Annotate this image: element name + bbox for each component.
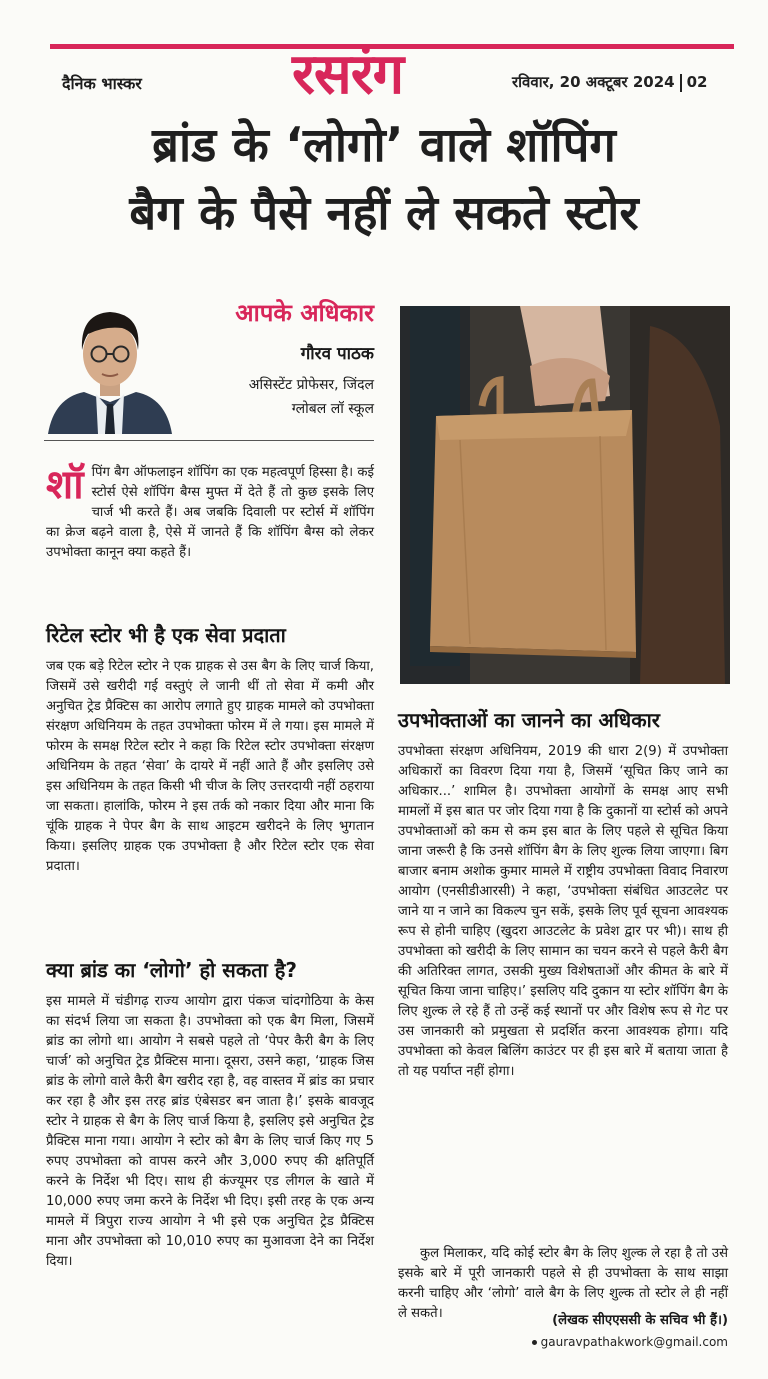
bullet-icon	[532, 1340, 537, 1345]
shopping-bag-photo	[400, 306, 730, 684]
author-designation	[176, 373, 374, 421]
date-separator	[680, 74, 682, 92]
byline-divider	[44, 440, 374, 441]
intro-text: पिंग बैग ऑफलाइन शॉपिंग का एक महत्वपूर्ण हिस्सा है। कई स्टोर्स ऐसे शॉपिंग बैग्स मुफ्त में देते हैं तो कुछ इसके लिए चार्ज भी करते हैं। अब जबकि दिवाली पर स्टोर्स में शॉपिंग का क्रेज बढ़ने वाला है, ऐसे में जानते हैं कि शॉपिंग बैग्स को लेकर उपभोक्ता कानून क्या कहते हैं।	[46, 465, 374, 560]
subhead-brand-logo: क्या ब्रांड का ‘लोगो’ हो सकता है?	[46, 958, 297, 982]
subhead-retail-store: रिटेल स्टोर भी है एक सेवा प्रदाता	[46, 623, 286, 647]
dropcap: शॉ	[46, 462, 84, 508]
headline-line-2: बैग के पैसे नहीं ले सकते स्टोर	[129, 186, 639, 241]
page-number: 02	[686, 73, 708, 91]
date-text: रविवार, 20 अक्टूबर 2024	[512, 73, 675, 91]
subhead-right-to-know: उपभोक्ताओं का जानने का अधिकार	[398, 708, 660, 732]
author-title-line-2: ग्लोबल लॉ स्कूल	[291, 401, 374, 417]
paragraph-retail-store: जब एक बड़े रिटेल स्टोर ने एक ग्राहक से उस बैग के लिए चार्ज किया, जिसमें उसे खरीदी गई वस्तुएं ले जानी थीं तो सेवा में कमी और अनुचित ट्रेड प्रैक्टिस का आरोप लगाते हुए ग्राहक मामले को उपभोक्ता संरक्षण अधिनियम के तहत उपभोक्ता फोरम में ले गया। इस मामले में फोरम के समक्ष रिटेल स्टोर ने कहा कि रिटेल स्टोर उपभोक्ता संरक्षण अधिनियम के तहत ‘सेवा’ के दायरे में नहीं आते हैं और इसलिए उसे इस अधिनियम के तहत किसी भी चीज के लिए उत्तरदायी नहीं ठहराया जा सकता। हालांकि, फोरम ने इस तर्क को नकार दिया और माना कि चूंकि ग्राहक ने पेपर बैग के साथ आइटम खरीदने के लिए भुगतान किया। इसलिए ग्राहक एक उपभोक्ता है और रिटेल स्टोर एक सेवा प्रदाता।	[46, 659, 374, 874]
headline-line-1: ब्रांड के ‘लोगो’ वाले शॉपिंग	[152, 118, 616, 173]
paragraph-brand-logo: इस मामले में चंडीगढ़ राज्य आयोग द्वारा पंकज चांदगोठिया के केस का संदर्भ लिया जा सकता है। उपभोक्ता को एक बैग मिला, जिसमें ब्रांड का लोगो था। आयोग ने सबसे पहले तो ‘पेपर कैरी बैग के लिए चार्ज’ को अनुचित ट्रेड प्रैक्टिस माना। दूसरा, उसने कहा, ‘ग्राहक जिस ब्रांड के लोगो वाले कैरी बैग खरीद रहा है, वह वास्तव में ब्रांड का प्रचार कर रहा है और इस तरह ब्रांड एंबेसडर बन जाता है।’ इसके बावजूद स्टोर ने ग्राहक से बैग के लिए चार्ज किया है, इसलिए इसे अनुचित ट्रेड प्रैक्टिस माना गया। आयोग ने स्टोर को बैग के लिए चार्ज किए गए 5 रुपए उपभोक्ता को वापस करने और 3,000 रुपए की क्षतिपूर्ति करने के निर्देश भी दिए। साथ ही कंज्यूमर एड लीगल के खाते में 10,000 रुपए जमा करने के निर्देश भी दिए। इसी तरह के एक अन्य मामले में त्रिपुरा राज्य आयोग ने भी इसे एक अनुचित ट्रेड प्रैक्टिस माना और उपभोक्ता को 10,010 रुपए का मुआवजा देने का निर्देश दिया।	[46, 994, 374, 1269]
article-intro	[46, 463, 374, 563]
author-email	[398, 1335, 728, 1349]
author-title-line-1: असिस्टेंट प्रोफेसर, जिंदल	[248, 377, 374, 393]
author-note: (लेखक सीएएससी के सचिव भी हैं।)	[552, 1313, 728, 1328]
paragraph-right-to-know: उपभोक्ता संरक्षण अधिनियम, 2019 की धारा 2(9) में उपभोक्ता अधिकारों का विवरण दिया गया है, जिसमें ‘सूचित किए जाने का अधिकार...’ शामिल है। उपभोक्ता आयोगों के समक्ष आए सभी मामलों में इस बात पर जोर दिया गया है कि दुकानों या स्टोर्स को अपने उपभोक्ताओं को कम से कम इस बात के लिए पहले से सूचित किया जाना जरूरी है कि उनसे शॉपिंग बैग के लिए शुल्क लिया जाएगा। बिग बाजार बनाम अशोक कुमार मामले में राष्ट्रीय उपभोक्ता विवाद निवारण आयोग (एनसीडीआरसी) ने कहा, ‘उपभोक्ता संबंधित आउटलेट पर जाने या न जाने का विकल्प चुन सकें, इसके लिए पूर्व सूचना आवश्यक रूप से होनी चाहिए (खुदरा आउटलेट के प्रवेश द्वार पर भी)। साथ ही उपभोक्ता को खरीदी के लिए सामान का चयन करने से पहले कैरी बैग की अतिरिक्त लागत, उसकी मुख्य विशेषताओं और कीमत के बारे में सूचित किया जाना चाहिए।’ इसलिए यदि दुकान या स्टोर शॉपिंग बैग के लिए शुल्क ले रहे हैं तो उन्हें कई स्थानों पर और विशेष रूप से गेट पर उस जानकारी को प्रमुखता से प्रदर्शित करना आवश्यक होगा। यदि उपभोक्ता को केवल बिलिंग काउंटर पर ही इस बारे में बताया जाता है तो यह पर्याप्त नहीं होगा।	[398, 744, 728, 1079]
author-portrait	[44, 298, 176, 434]
newspaper-brand: दैनिक भास्कर	[62, 74, 142, 93]
section-tag: आपके अधिकार	[235, 299, 374, 327]
author-name: गौरव पाठक	[300, 344, 374, 364]
issue-date	[512, 72, 707, 92]
supplement-logo: रसरंग	[292, 41, 404, 107]
email-text: gauravpathakwork@gmail.com	[540, 1335, 728, 1349]
headline	[24, 112, 744, 248]
paragraph-conclusion: कुल मिलाकर, यदि कोई स्टोर बैग के लिए शुल्क ले रहा है तो उसे इसके बारे में पूरी जानकारी पहले से ही उपभोक्ता के साथ साझा करनी चाहिए और ‘लोगो’ वाले बैग के लिए शुल्क तो स्टोर ले ही नहीं ले सकते।	[398, 1246, 728, 1321]
